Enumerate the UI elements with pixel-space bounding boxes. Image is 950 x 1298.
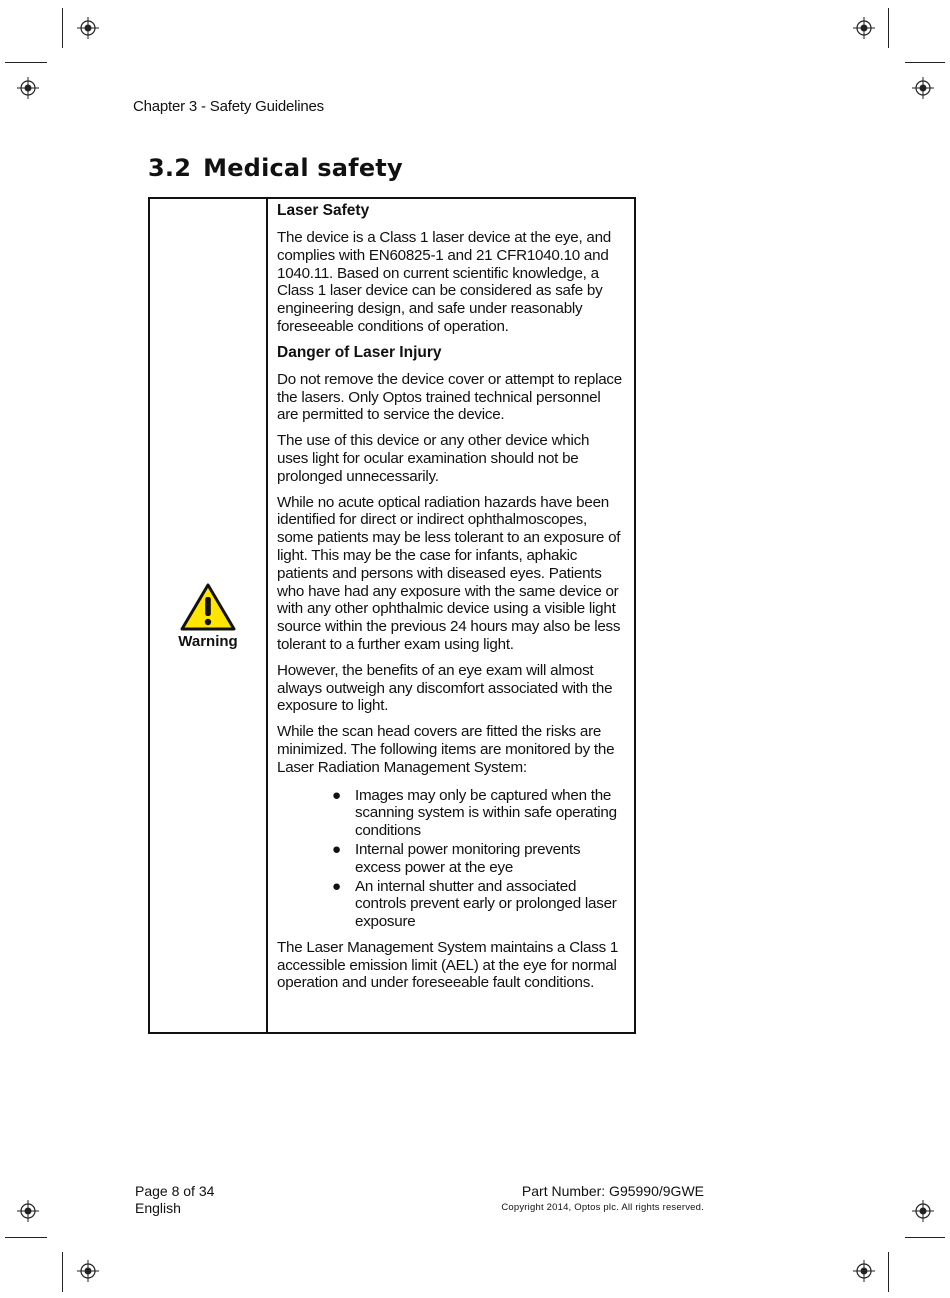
list-item-text: Internal power monitoring prevents excess power at the eye (355, 840, 581, 876)
registration-mark-icon (853, 1260, 875, 1282)
bullet-icon: ● (332, 840, 341, 858)
warning-table (148, 197, 636, 1034)
footer-left (135, 1183, 214, 1217)
laser-safety-heading: Laser Safety (277, 202, 370, 219)
radiation-hazard-paragraph: While no acute optical radiation hazards have been identified for direct or indirect ophthalmoscopes, some patients may be less tolerant to an exposure of light. This may be the case for infants, aphakic patients and persons with diseased eyes. Patients who have had any exposure with the same device or with any other ophthalmic device using a visible light source within the previous 24 hours may also be less tolerant to a further exam using light. (277, 493, 621, 653)
section-number: 3.2 (148, 154, 192, 182)
crop-mark (5, 1237, 47, 1238)
class1-paragraph: The device is a Class 1 laser device at the eye, and complies with EN60825-1 and 21 CFR1040.10 and 1040.11. Based on current scientific knowledge, a Class 1 laser device can be considered as safe by engineering design, and safe under reasonably foreseeable conditions of operation. (277, 229, 611, 335)
list-item-text: An internal shutter and associated controls prevent early or prolonged laser exposure (355, 877, 617, 931)
crop-mark (62, 8, 63, 48)
registration-mark-icon (77, 17, 99, 39)
warning-triangle-icon (179, 582, 237, 632)
running-header: Chapter 3 - Safety Guidelines (133, 98, 324, 115)
registration-mark-icon (853, 17, 875, 39)
bullet-icon: ● (332, 877, 341, 895)
bullet-icon: ● (332, 786, 341, 804)
crop-mark (905, 1237, 945, 1238)
benefits-paragraph: However, the benefits of an eye exam will almost always outweigh any discomfort associated with the exposure to light. (277, 661, 613, 715)
registration-mark-icon (17, 77, 39, 99)
registration-mark-icon (912, 77, 934, 99)
registration-mark-icon (17, 1200, 39, 1222)
page-number: Page 8 of 34 (135, 1183, 215, 1199)
footer-right (501, 1183, 704, 1216)
list-item (332, 877, 624, 931)
scan-head-paragraph: While the scan head covers are fitted the risks are minimized. The following items are monitored by the Laser Radiation Management System: (277, 723, 615, 776)
monitored-items-list (277, 787, 624, 931)
crop-mark (5, 62, 47, 63)
warning-label: Warning (178, 632, 238, 650)
registration-mark-icon (912, 1200, 934, 1222)
crop-mark (888, 8, 889, 48)
list-item (332, 786, 624, 840)
device-cover-paragraph: Do not remove the device cover or attempt to replace the lasers. Only Optos trained technical personnel are permitted to service the device. (277, 370, 622, 424)
crop-mark (888, 1252, 889, 1292)
warning-content-cell (268, 199, 634, 1032)
list-item (332, 840, 624, 877)
section-title-text: Medical safety (203, 154, 403, 182)
copyright: Copyright 2014, Optos plc. All rights reserved. (501, 1202, 704, 1213)
warning-label-cell (150, 199, 268, 1032)
crop-mark (905, 62, 945, 63)
part-number: Part Number: G95990/9GWE (521, 1183, 704, 1199)
crop-mark (62, 1252, 63, 1292)
registration-mark-icon (77, 1260, 99, 1282)
section-title (148, 154, 403, 182)
list-item-text: Images may only be captured when the scanning system is within safe operating conditions (355, 786, 617, 840)
ael-paragraph: The Laser Management System maintains a Class 1 accessible emission limit (AEL) at the eye for normal operation and under foreseeable fault conditions. (277, 938, 619, 992)
prolonged-use-paragraph: The use of this device or any other device which uses light for ocular examination should not be prolonged unnecessarily. (277, 432, 590, 485)
language: English (135, 1200, 181, 1216)
danger-heading: Danger of Laser Injury (277, 343, 442, 361)
